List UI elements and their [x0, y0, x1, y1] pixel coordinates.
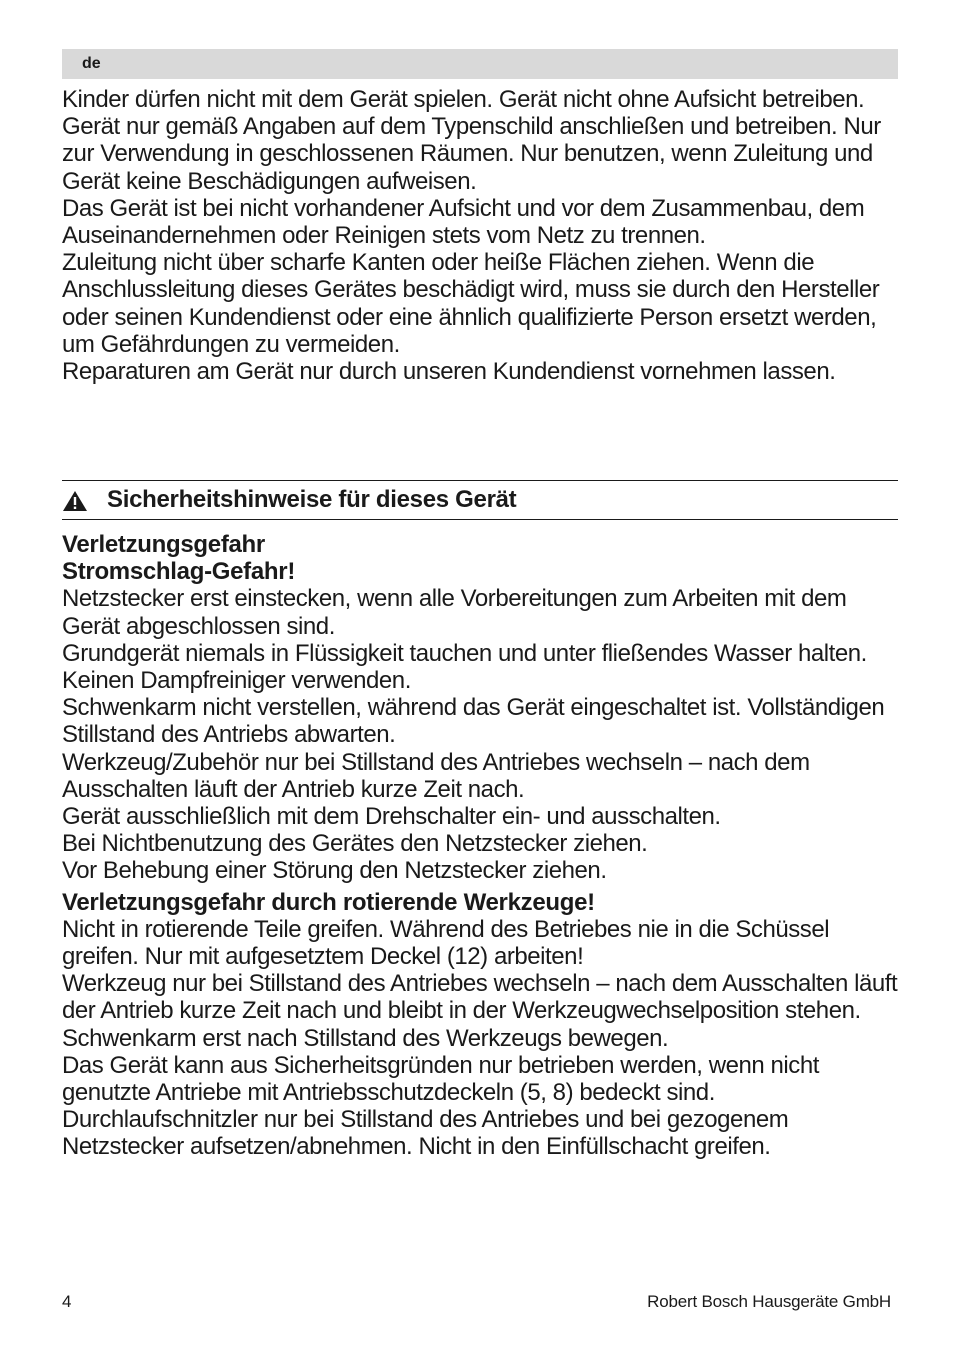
safety-paragraph: Grundgerät niemals in Flüssigkeit tauchen und unter fließendes Wasser halten. [62, 639, 867, 667]
safety-paragraph: Keinen Dampfreiniger verwenden. [62, 667, 411, 695]
safety-paragraph: Das Gerät kann aus Sicherheitsgründen nur betrieben werden, wenn nicht genutzte Antriebe mit Antriebsschutzdeckeln (5, 8) bedeckt sind. [62, 1051, 819, 1107]
intro-paragraph: Kinder dürfen nicht mit dem Gerät spielen. Gerät nicht ohne Aufsicht betreiben. [62, 86, 865, 113]
company-name: Robert Bosch Hausgeräte GmbH [647, 1292, 891, 1311]
safety-paragraph: Netzstecker erst einstecken, wenn alle Vorbereitungen zum Arbeiten mit dem Gerät abgeschlossen sind. [62, 585, 847, 640]
intro-paragraph: Zuleitung nicht über scharfe Kanten oder heiße Flächen ziehen. Wenn die Anschlussleitung dieses Gerätes beschädigt wird, muss sie durch den Hersteller oder seinen Kundendienst oder eine ähnlich qualifizierte Person ersetzt werden, um Gefährdungen zu vermeiden. [62, 249, 880, 358]
safety-paragraph: Schwenkarm nicht verstellen, während das Gerät eingeschaltet ist. Vollständigen Stillstand des Antriebs abwarten. [62, 694, 885, 749]
safety-paragraph: Werkzeug/Zubehör nur bei Stillstand des Antriebes wechseln – nach dem Ausschalten läuft der Antrieb kurze Zeit nach. [62, 748, 810, 803]
page-number: 4 [62, 1292, 72, 1311]
intro-paragraph: Reparaturen am Gerät nur durch unseren Kundendienst vornehmen lassen. [62, 358, 836, 386]
safety-paragraph: Durchlaufschnitzler nur bei Stillstand des Antriebes und bei gezogenem Netzstecker aufsetzen/abnehmen. Nicht in den Einfüllschacht greifen. [62, 1106, 789, 1161]
safety-paragraph: Gerät ausschließlich mit dem Drehschalter ein- und ausschalten. [62, 803, 721, 831]
safety-section-body [62, 531, 898, 1161]
intro-paragraph: Gerät nur gemäß Angaben auf dem Typenschild anschließen und betreiben. Nur zur Verwendung in geschlossenen Räumen. Nur benutzen, wenn Zuleitung und Gerät keine Beschädigungen aufweisen. [62, 113, 881, 195]
intro-section [62, 86, 898, 385]
safety-section-title: Sicherheitshinweise für dieses Gerät [107, 486, 517, 513]
rotating-tools-heading: Verletzungsgefahr durch rotierende Werkzeuge! [62, 888, 595, 916]
safety-paragraph: Nicht in rotierende Teile greifen. Während des Betriebes nie in die Schüssel greifen. Nur mit aufgesetztem Deckel (12) arbeiten! [62, 915, 830, 971]
language-header-bar [62, 49, 898, 79]
safety-paragraph: Bei Nichtbenutzung des Gerätes den Netzstecker ziehen. [62, 830, 648, 858]
safety-paragraph: Vor Behebung einer Störung den Netzstecker ziehen. [62, 857, 607, 885]
safety-section-header [62, 480, 898, 520]
injury-hazard-heading: Verletzungsgefahr [62, 531, 265, 558]
intro-paragraph: Das Gerät ist bei nicht vorhandener Aufsicht und vor dem Zusammenbau, dem Auseinandernehmen oder Reinigen stets vom Netz zu trennen. [62, 194, 865, 250]
language-code: de [82, 55, 101, 72]
safety-paragraph: Werkzeug nur bei Stillstand des Antriebes wechseln – nach dem Ausschalten läuft der Antrieb kurze Zeit nach und bleibt in der Werkzeugwechselposition stehen. Schwenkarm erst nach Stillstand des Werkzeugs bewegen. [62, 970, 898, 1052]
electric-shock-heading: Stromschlag-Gefahr! [62, 558, 296, 586]
warning-triangle-icon [62, 490, 88, 512]
